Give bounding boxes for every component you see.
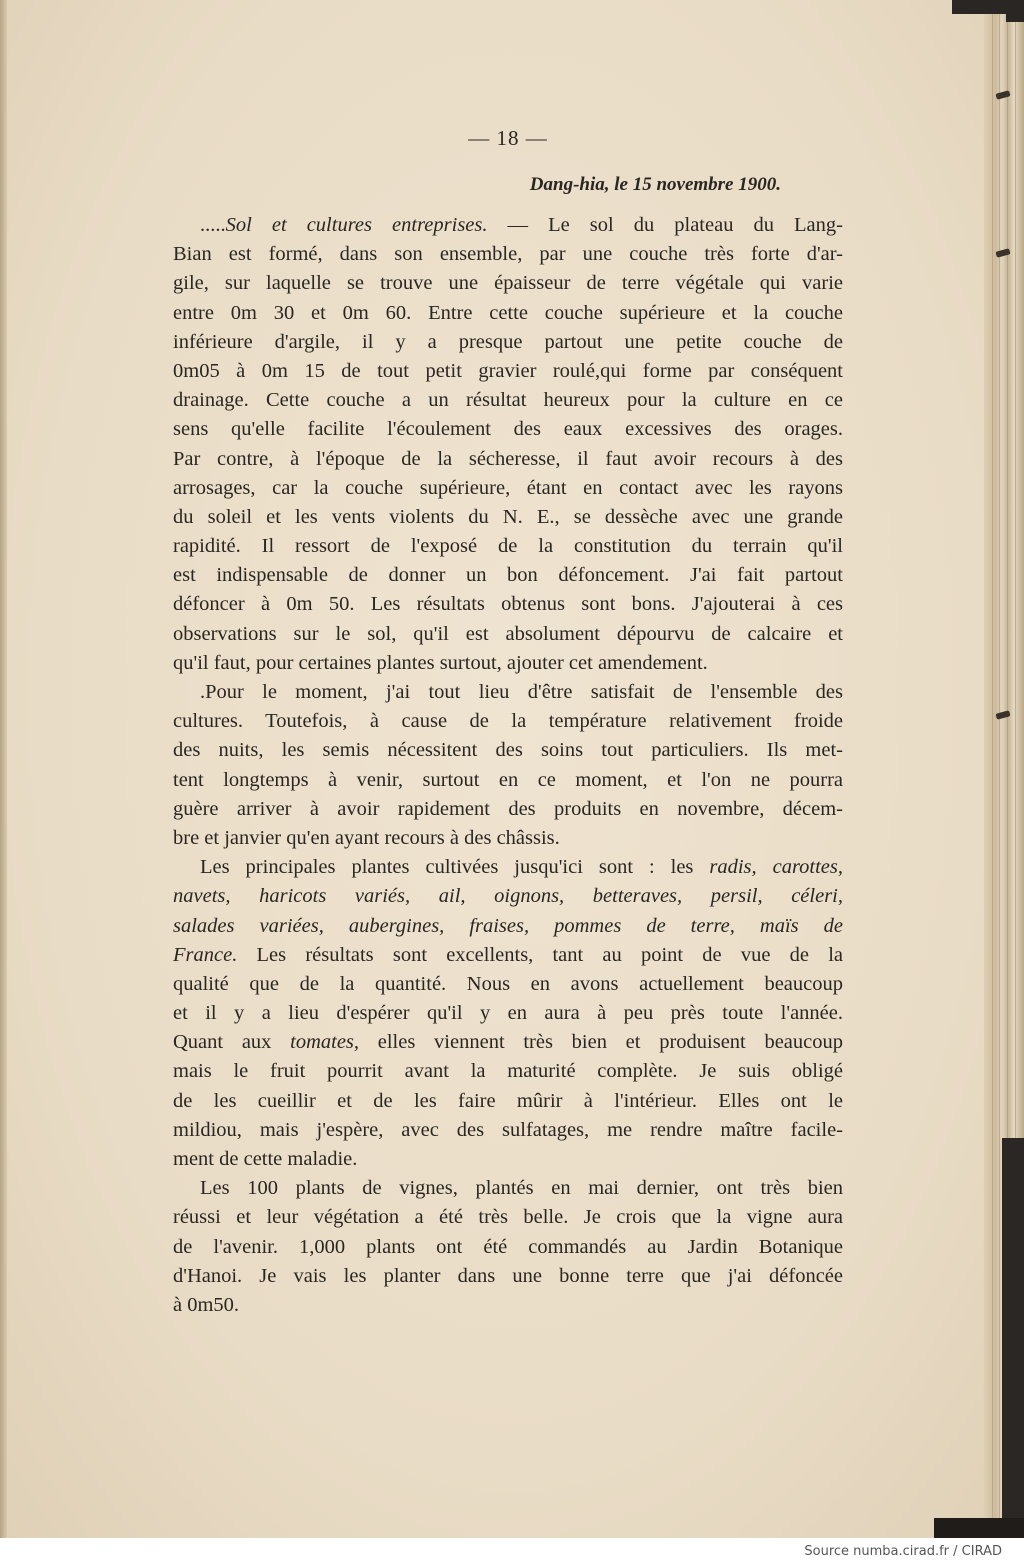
page-gutter-edge — [0, 0, 7, 1538]
line-text: .Pour le moment, j'ai tout lieu d'être satisfait de l'ensemble des — [200, 681, 843, 703]
line-text: Les résultats sont excellents, tant au point de vue de la — [237, 943, 843, 966]
line-text: défoncer à 0m 50. Les résultats obtenus sont bons. J'ajouterai à ces — [173, 593, 843, 616]
line-text: rapidité. Il ressort de l'exposé de la constitution du terrain qu'il — [173, 535, 843, 558]
text-line — [173, 707, 843, 736]
text-line — [173, 970, 843, 999]
line-text: gile, sur laquelle se trouve une épaisseur de terre végétale qui varie — [173, 272, 843, 295]
text-line — [173, 211, 843, 240]
text-line — [173, 941, 843, 970]
line-text: qu'il faut, pour certaines plantes surtout, ajouter cet amendement. — [173, 651, 708, 674]
line-text: bre et janvier qu'en ayant recours à des châssis. — [173, 826, 560, 849]
line-text: de les cueillir et de les faire mûrir à l'intérieur. Elles ont le — [173, 1089, 843, 1112]
line-text: Bian est formé, dans son ensemble, par une couche très forte d'ar- — [173, 243, 843, 266]
text-line — [173, 1291, 843, 1320]
line-text: guère arriver à avoir rapidement des produits en novembre, décem- — [173, 797, 843, 820]
line-text: qualité que de la quantité. Nous en avons actuellement beaucoup — [173, 972, 843, 995]
text-line — [173, 445, 843, 474]
line-text: mildiou, mais j'espère, avec des sulfatages, me rendre maître facile- — [173, 1118, 843, 1141]
italic-text: Sol et cultures entreprises. — [225, 214, 488, 236]
text-line — [173, 415, 843, 444]
page-number: — 18 — — [468, 126, 548, 150]
text-line — [173, 503, 843, 532]
text-line — [173, 1057, 843, 1086]
line-text: Les 100 plants de vignes, plantés en mai dernier, ont très bien — [200, 1177, 843, 1200]
line-text: des nuits, les semis nécessitent des soins tout particuliers. Ils met- — [173, 739, 843, 762]
dateline: Dang-hia, le 15 novembre 1900. — [529, 174, 781, 195]
line-text: inférieure d'argile, il y a presque partout une petite couche de — [173, 330, 843, 353]
italic-text: navets, haricots variés, ail, oignons, betteraves, persil, céleri, — [173, 885, 843, 908]
body-text — [173, 211, 843, 1320]
text-line — [173, 299, 843, 328]
text-line — [173, 912, 843, 941]
text-line — [173, 649, 843, 678]
text-line — [173, 882, 843, 911]
line-text: drainage. Cette couche a un résultat heureux pour la culture en ce — [173, 389, 843, 412]
italic-text: France. — [173, 943, 238, 966]
line-text: et il y a lieu d'espérer qu'il y en aura à peu près toute l'année. — [173, 1002, 843, 1025]
text-line — [173, 678, 843, 707]
text-line — [173, 561, 843, 590]
text-line — [173, 824, 843, 853]
line-text: sens qu'elle facilite l'écoulement des eaux excessives des orages. — [173, 418, 843, 441]
text-line — [173, 1174, 843, 1203]
binding-bottom — [934, 1518, 1024, 1538]
line-text: ..... — [200, 214, 226, 236]
text-line — [173, 1233, 843, 1262]
binding-top-tab — [1006, 14, 1024, 22]
text-line — [173, 795, 843, 824]
text-line — [173, 240, 843, 269]
line-text: arrosages, car la couche supérieure, étant en contact avec les rayons — [173, 476, 843, 499]
text-line — [173, 736, 843, 765]
text-line — [173, 590, 843, 619]
line-text: elles viennent très bien et produisent beaucoup — [359, 1031, 844, 1054]
text-line — [173, 269, 843, 298]
italic-text: salades variées, aubergines, fraises, pommes de terre, maïs de — [173, 914, 843, 937]
line-text: 0m05 à 0m 15 de tout petit gravier roulé,qui forme par conséquent — [173, 359, 843, 382]
line-text: cultures. Toutefois, à cause de la température relativement froide — [173, 710, 843, 733]
text-line — [173, 474, 843, 503]
line-text: d'Hanoi. Je vais les planter dans une bonne terre que j'ai défoncée — [173, 1264, 843, 1287]
line-text: mais le fruit pourrit avant la maturité complète. Je suis obligé — [173, 1060, 843, 1083]
text-line — [173, 1028, 843, 1057]
italic-text: tomates, — [290, 1031, 360, 1054]
line-text: Quant aux — [173, 1031, 291, 1054]
text-line — [173, 1116, 843, 1145]
text-line — [173, 620, 843, 649]
line-text: réussi et leur végétation a été très belle. Je crois que la vigne aura — [173, 1206, 843, 1229]
text-line — [173, 386, 843, 415]
line-text: tent longtemps à venir, surtout en ce moment, et l'on ne pourra — [173, 768, 843, 791]
text-line — [173, 1087, 843, 1116]
line-text: est indispensable de donner un bon défoncement. J'ai fait partout — [173, 564, 843, 587]
line-text: — Le sol du plateau du Lang- — [487, 214, 843, 236]
binding-top — [952, 0, 1024, 14]
line-text: Par contre, à l'époque de la sécheresse, il faut avoir recours à des — [173, 447, 843, 470]
text-line — [173, 357, 843, 386]
line-text: Les principales plantes cultivées jusqu'ici sont : les — [200, 856, 710, 879]
text-line — [173, 766, 843, 795]
text-line — [173, 1145, 843, 1174]
line-text: ment de cette maladie. — [173, 1148, 358, 1170]
line-text: observations sur le sol, qu'il est absolument dépourvu de calcaire et — [173, 622, 843, 645]
text-line — [173, 1203, 843, 1232]
text-line — [173, 999, 843, 1028]
line-text: à 0m50. — [173, 1293, 240, 1316]
line-text: du soleil et les vents violents du N. E., se dessèche avec une grande — [173, 505, 843, 528]
text-line — [173, 853, 843, 882]
text-line — [173, 328, 843, 357]
italic-text: radis, carottes, — [709, 856, 843, 879]
line-text: entre 0m 30 et 0m 60. Entre cette couche supérieure et la couche — [173, 301, 843, 324]
text-line — [173, 532, 843, 561]
text-line — [173, 1262, 843, 1291]
binding-spine — [1002, 1138, 1024, 1518]
line-text: de l'avenir. 1,000 plants ont été commandés au Jardin Botanique — [173, 1235, 843, 1258]
source-credit: Source numba.cirad.fr / CIRAD — [804, 1544, 1002, 1559]
